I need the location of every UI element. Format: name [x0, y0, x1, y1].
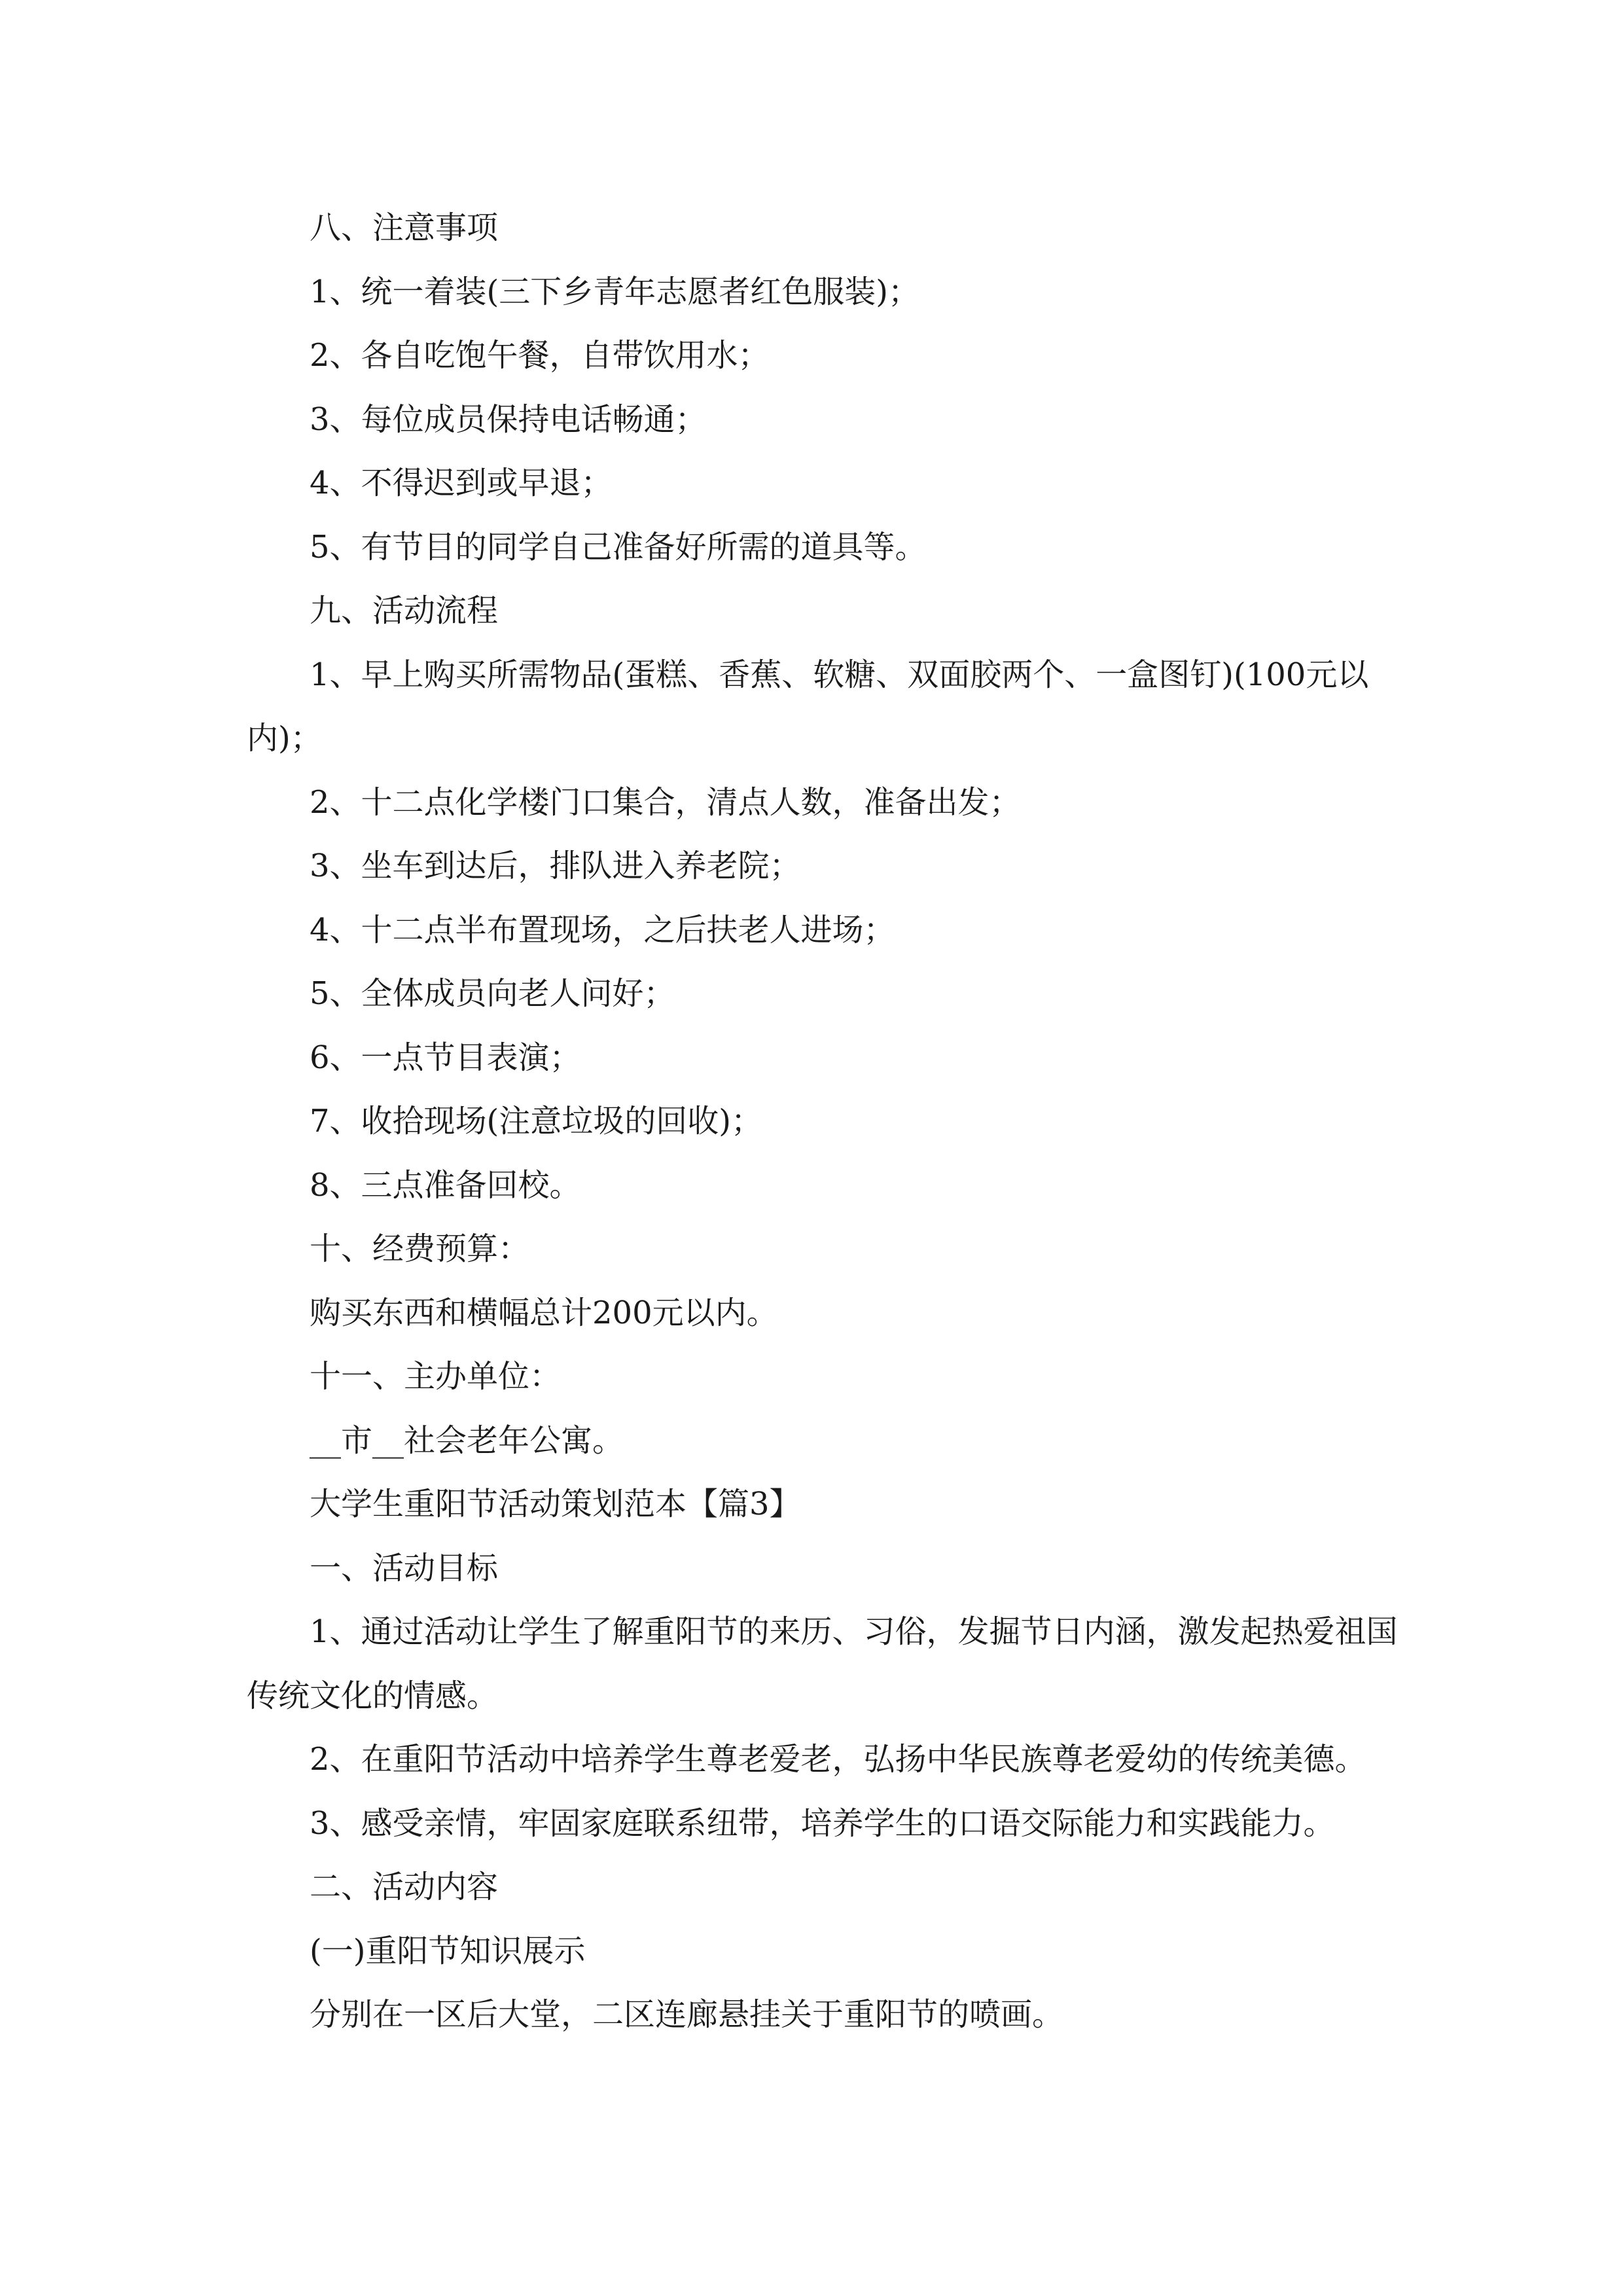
heading-notes: 八、注意事项 — [310, 209, 499, 246]
process-item: 8、三点准备回校。 — [310, 1166, 581, 1204]
process-item: 6、一点节目表演； — [310, 1039, 581, 1076]
heading-organizer: 十一、主办单位： — [310, 1358, 562, 1395]
section-title: 大学生重阳节活动策划范本【篇3】 — [310, 1486, 801, 1522]
heading-budget: 十、经费预算： — [310, 1230, 530, 1267]
note-item: 3、每位成员保持电话畅通； — [310, 401, 707, 438]
goal-item: 2、在重阳节活动中培养学生尊老爱老，弘扬中华民族尊老爱幼的传统美德。 — [310, 1741, 1366, 1778]
heading-goals: 一、活动目标 — [310, 1549, 499, 1587]
process-item: 4、十二点半布置现场，之后扶老人进场； — [310, 911, 895, 948]
goal-item: 1、通过活动让学生了解重阳节的来历、习俗，发掘节日内涵，激发起热爱祖国传统文化的情感。 — [247, 1613, 1398, 1714]
note-item: 1、统一着装(三下乡青年志愿者红色服装)； — [310, 273, 919, 310]
document-body — [247, 196, 1399, 2047]
content-text: 分别在一区后大堂，二区连廊悬挂关于重阳节的喷画。 — [310, 1996, 1064, 2033]
process-item: 5、全体成员向老人问好； — [310, 975, 675, 1012]
note-item: 4、不得迟到或早退； — [310, 465, 613, 501]
goal-item: 3、感受亲情，牢固家庭联系纽带，培养学生的口语交际能力和实践能力。 — [310, 1804, 1335, 1842]
subheading-knowledge: (一)重阳节知识展示 — [310, 1932, 586, 1969]
heading-content: 二、活动内容 — [310, 1869, 499, 1905]
budget-text: 购买东西和横幅总计200元以内。 — [310, 1294, 778, 1331]
process-item: 3、坐车到达后，排队进入养老院； — [310, 848, 801, 884]
process-item: 7、收拾现场(注意垃圾的回收)； — [310, 1103, 762, 1139]
note-item: 2、各自吃饱午餐，自带饮用水； — [310, 337, 770, 374]
process-item: 2、十二点化学楼门口集合，清点人数，准备出发； — [310, 783, 1021, 821]
process-item: 1、早上购买所需物品(蛋糕、香蕉、软糖、双面胶两个、一盒图钉)(100元以内)； — [247, 656, 1369, 757]
note-item: 5、有节目的同学自己准备好所需的道具等。 — [310, 528, 927, 565]
organizer-text: __市__社会老年公寓。 — [310, 1422, 624, 1459]
heading-process: 九、活动流程 — [310, 592, 499, 629]
